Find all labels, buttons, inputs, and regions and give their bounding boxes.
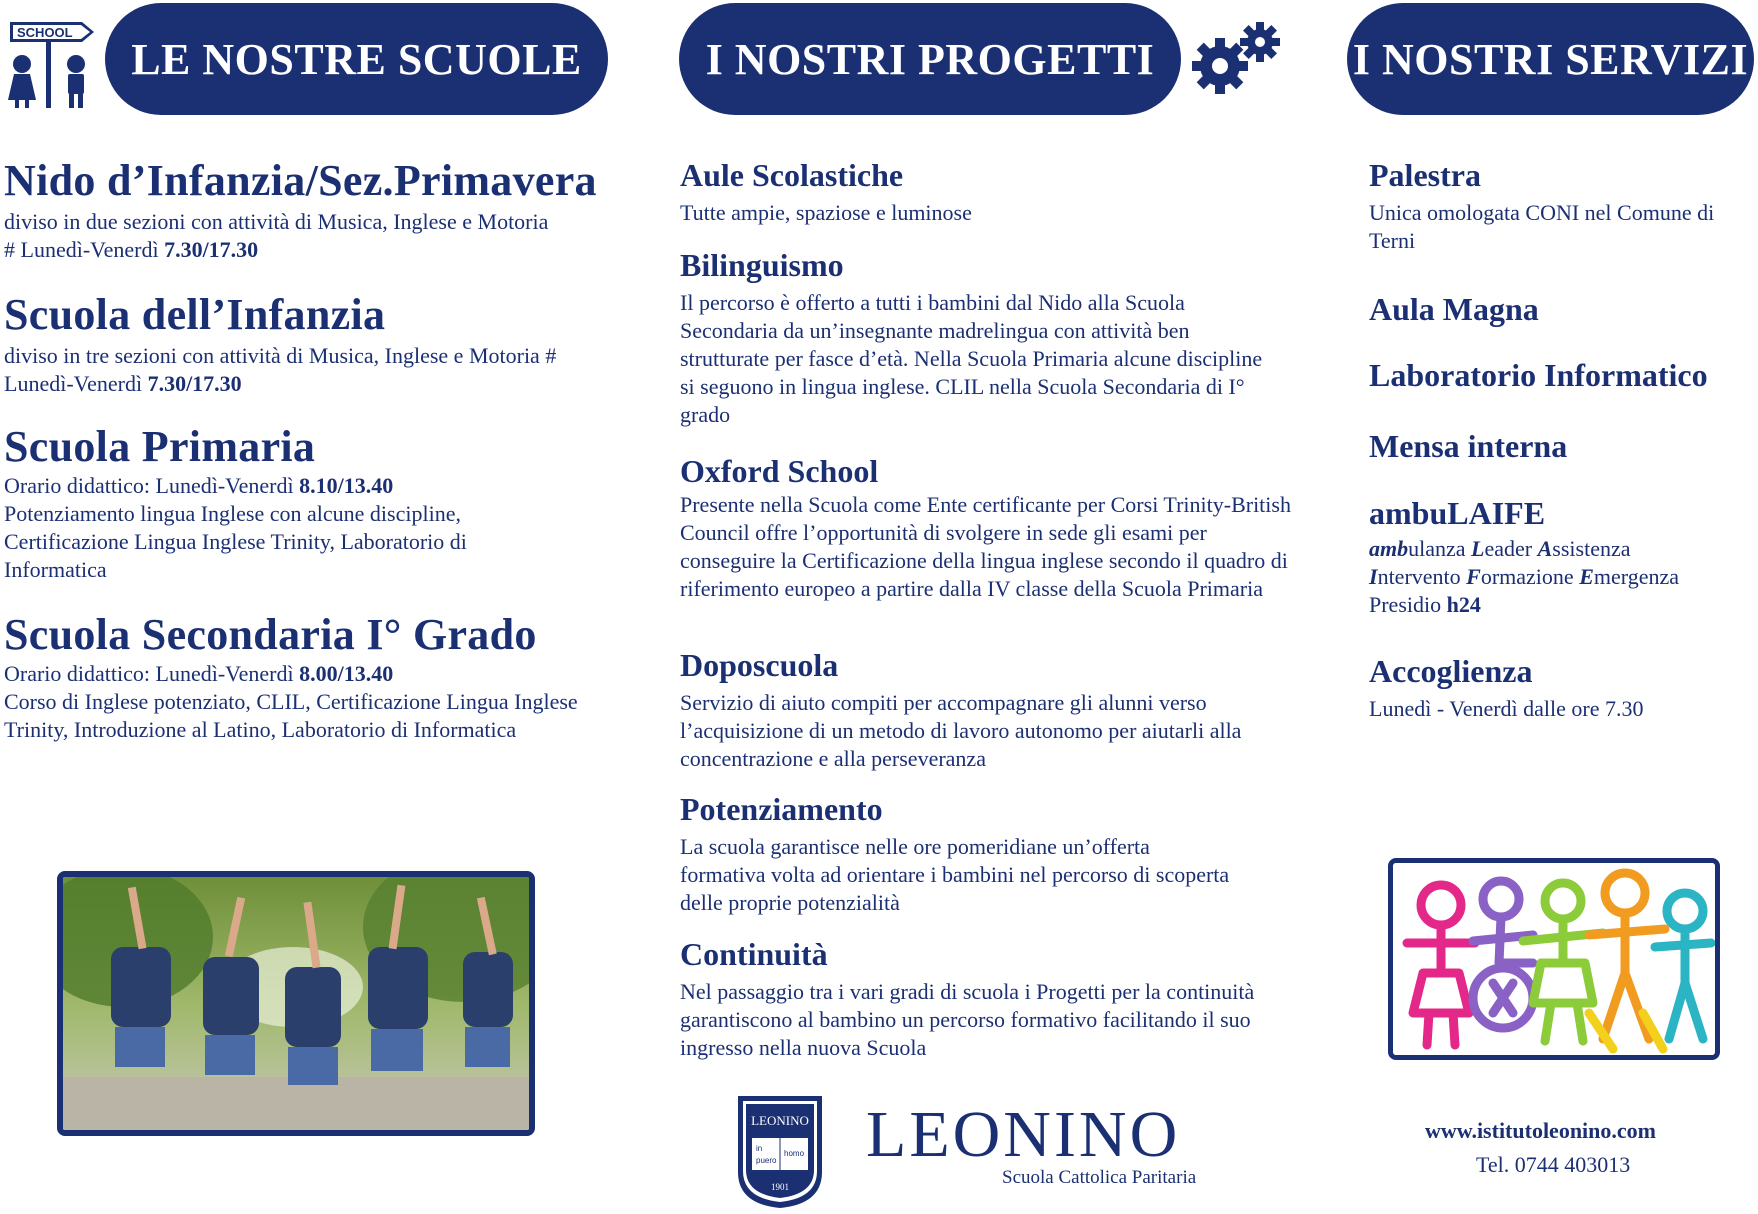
project-bilinguismo [680,248,1280,429]
ambulaife-line-1: ambulanza Leader Assistenza [1369,536,1631,562]
children-drawing-image [1388,858,1720,1060]
svg-text:in: in [756,1144,763,1153]
school-title: Scuola dell’Infanzia [4,290,386,339]
school-infanzia [4,292,604,398]
service-title: Palestra [1369,157,1481,193]
service-ambulaife [1369,496,1754,619]
project-description: Servizio di aiuto compiti per accompagnare gli alunni verso l’acquisizione di un metodo di lavoro autonomo per aiutarli alla concentrazione e alla perseveranza [680,690,1242,772]
phone-number: Tel. 0744 403013 [1476,1152,1631,1177]
project-potenziamento [680,792,1300,917]
service-description: Unica omologata CONI nel Comune di Terni [1369,200,1715,254]
svg-text:SCHOOL: SCHOOL [17,25,73,40]
project-oxford [680,454,1320,603]
header-services: I NOSTRI SERVIZI [1347,3,1754,115]
school-description: Corso di Inglese potenziato, CLIL, Certificazione Lingua Inglese Trinity, Introduzione al Latino, Laboratorio di Informatica [4,689,578,743]
ambulaife-line-2: Intervento Formazione Emergenza [1369,564,1679,590]
school-title: Scuola Secondaria I° Grado [4,610,537,659]
project-aule [680,158,1310,227]
project-description: Il percorso è offerto a tutti i bambini dal Nido alla Scuola Secondaria da un’insegnante madrelingua con attività ben strutturate per fasce d’età. Nella Scuola Primaria alcune discipline si seguono in lingua inglese. CLIL nella Scuola Secondaria di I° grado [680,290,1263,428]
svg-text:1901: 1901 [771,1182,789,1192]
project-description: Presente nella Scuola come Ente certificante per Corsi Trinity-British Council offre l’opportunità di svolgere in sede gli esami per conseguire la Certificazione della lingua inglese secondo il quadro di riferimento europeo a partire dalla IV classe della Scuola Primaria [680,492,1291,602]
project-description: Nel passaggio tra i vari gradi di scuola i Progetti per la continuità garantiscono al bambino un percorso formativo facilitando il suo ingresso nella nuova Scuola [680,979,1255,1061]
service-aula-magna: Aula Magna [1369,291,1539,327]
svg-text:puero: puero [756,1156,777,1165]
project-title: Aule Scolastiche [680,157,904,193]
school-nido [4,158,604,264]
project-description: La scuola garantisce nelle ore pomeridiane un’offerta formativa volta ad orientare i bambini nel percorso di scoperta delle proprie potenzialità [680,834,1230,916]
brand-subtitle: Scuola Cattolica Paritaria [1002,1167,1197,1188]
service-description: Lunedì - Venerdì dalle ore 7.30 [1369,696,1644,722]
service-accoglienza [1369,654,1754,723]
brand-name: LEONINO [866,1098,1181,1171]
students-jumping-photo [57,871,535,1136]
school-hours: Orario didattico: Lunedì-Venerdì 8.00/13.40 [4,661,394,687]
gears-icon [1192,20,1284,98]
website-link[interactable]: www.istitutoleonino.com [1425,1118,1656,1143]
school-title: Scuola Primaria [4,422,316,471]
school-sign-icon [2,14,98,108]
school-description: Potenziamento lingua Inglese con alcune discipline, Certificazione Lingua Inglese Trinity, Laboratorio di Informatica [4,501,467,583]
project-title: Doposcuola [680,647,839,683]
leonino-seal [734,1092,826,1210]
school-hours: Orario didattico: Lunedì-Venerdì 8.10/13.40 [4,473,394,499]
school-secondaria [4,612,604,744]
project-title: Continuità [680,936,828,972]
header-schools: LE NOSTRE SCUOLE [105,3,608,115]
service-mensa: Mensa interna [1369,428,1568,464]
project-description: Tutte ampie, spaziose e luminose [680,200,972,226]
project-title: Potenziamento [680,791,883,827]
service-lab-informatico: Laboratorio Informatico [1369,357,1708,393]
project-doposcuola [680,648,1300,773]
project-title: Oxford School [680,453,879,489]
project-title: Bilinguismo [680,247,844,283]
svg-text:homo: homo [784,1149,805,1158]
school-title: Nido d’Infanzia/Sez.Primavera [4,156,597,205]
service-title: ambuLAIFE [1369,495,1546,531]
ambulaife-line-3: Presidio h24 [1369,592,1481,618]
school-description: diviso in due sezioni con attività di Musica, Inglese e Motoria # Lunedì-Venerdì 7.30/17.30 [4,209,549,263]
service-palestra [1369,158,1754,255]
school-primaria [4,424,604,584]
header-projects: I NOSTRI PROGETTI [679,3,1181,115]
school-description: diviso in tre sezioni con attività di Musica, Inglese e Motoria # Lunedì-Venerdì 7.30/17.30 [4,343,557,397]
service-title: Accoglienza [1369,653,1533,689]
svg-text:LEONINO: LEONINO [751,1113,809,1128]
project-continuita [680,937,1300,1062]
